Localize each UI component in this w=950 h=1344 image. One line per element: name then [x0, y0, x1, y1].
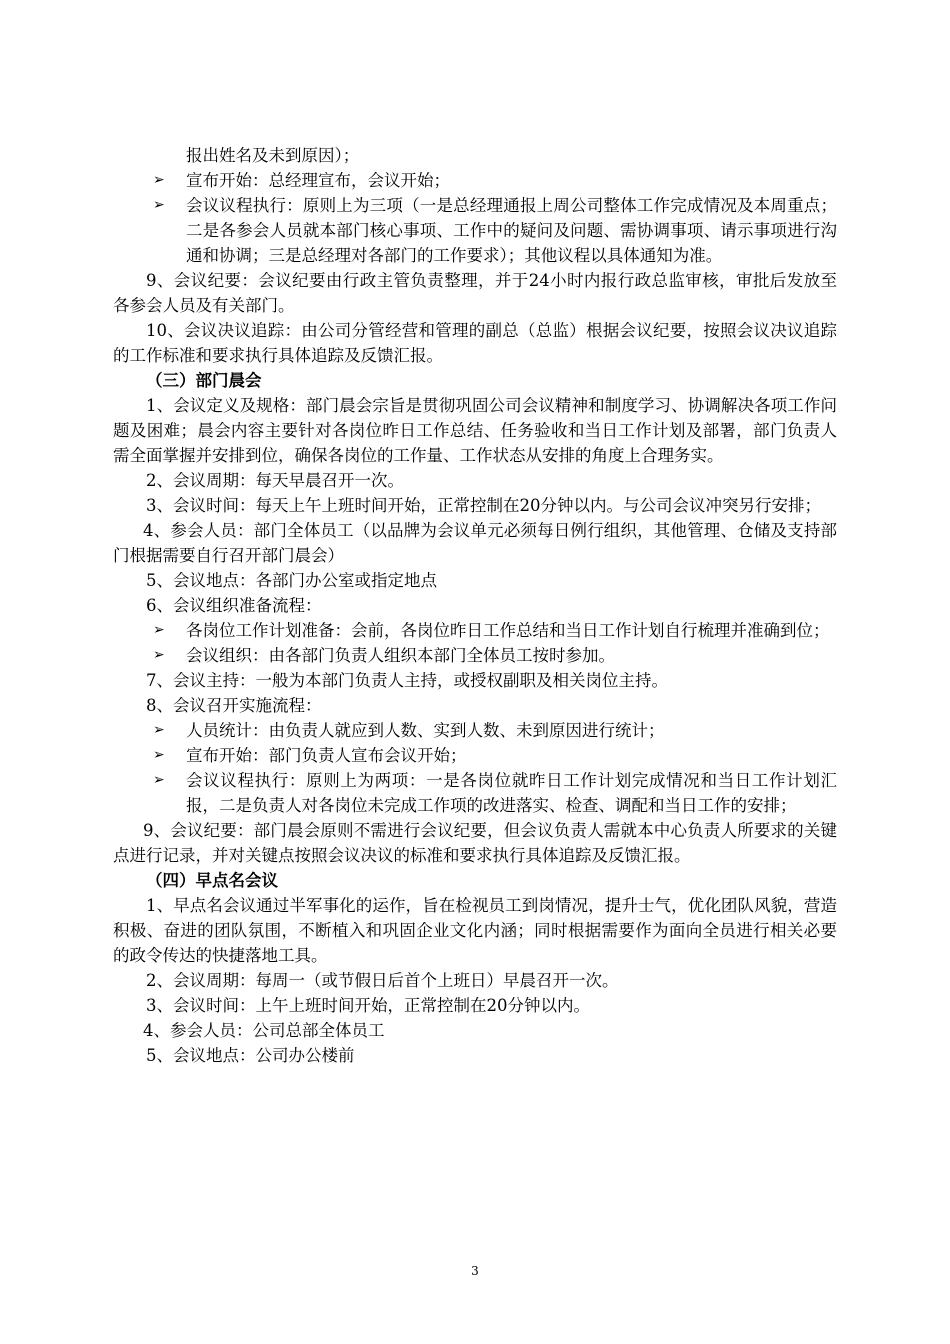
paragraph-item: 2、会议周期：每周一（或节假日后首个上班日）早晨召开一次。: [146, 971, 619, 990]
paragraph-item: 5、会议地点：公司办公楼前: [146, 1046, 355, 1065]
paragraph-item: 7、会议主持：一般为本部门负责人主持，或授权副职及相关岗位主持。: [146, 671, 668, 690]
section-heading: （三）部门晨会: [146, 371, 262, 390]
bullet-item: ➢ 各岗位工作计划准备：会前，各岗位昨日工作总结和当日工作计划自行梳理并准确到位；: [113, 618, 837, 643]
paragraph-item: 6、会议组织准备流程：: [146, 596, 322, 615]
bullet-item: ➢ 宣布开始：部门负责人宣布会议开始；: [113, 743, 837, 768]
page-number: 3: [471, 1264, 479, 1278]
continuation-text: 报出姓名及未到原因）；: [186, 146, 360, 165]
paragraph-item: 1、早点名会议通过半军事化的运作，旨在检视员工到岗情况，提升士气，优化团队风貌，营造积极、奋进的团队氛围，不断植入和巩固企业文化内涵；同时根据需要作为面向全员进行相关必要的政令传达的快捷落地工具。: [113, 896, 837, 965]
paragraph-item: 1、会议定义及规格：部门晨会宗旨是贯彻巩固公司会议精神和制度学习、协调解决各项工作问题及困难；晨会内容主要针对各岗位昨日工作总结、任务验收和当日工作计划及部署，部门负责人需全面掌握并安排到位，确保各岗位的工作量、工作状态从安排的角度上合理务实。: [113, 396, 837, 465]
bullet-item: ➢ 会议议程执行：原则上为两项：一是各岗位就昨日工作计划完成情况和当日工作计划汇报，二是负责人对各岗位未完成工作项的改进落实、检查、调配和当日工作的安排；: [113, 768, 837, 818]
paragraph-item: 9、会议纪要：会议纪要由行政主管负责整理，并于24小时内报行政总监审核，审批后发放至各参会人员及有关部门。: [113, 271, 837, 315]
paragraph-item: 10、会议决议追踪：由公司分管经营和管理的副总（总监）根据会议纪要，按照会议决议追踪的工作标准和要求执行具体追踪及反馈汇报。: [113, 321, 837, 365]
bullet-item: ➢ 会议议程执行：原则上为三项（一是总经理通报上周公司整体工作完成情况及本周重点；二是各参会人员就本部门核心事项、工作中的疑问及问题、需协调事项、请示事项进行沟通和协调；三是总经理对各部门的工作要求）；其他议程以具体通知为准。: [113, 193, 837, 268]
bullet-item: ➢ 会议组织：由各部门负责人组织本部门全体员工按时参加。: [113, 643, 837, 668]
paragraph-item: 3、会议时间：每天上午上班时间开始，正常控制在20分钟以内。与公司会议冲突另行安排；: [146, 496, 821, 515]
bullet-item: ➢ 宣布开始：总经理宣布，会议开始；: [113, 168, 837, 193]
paragraph-item: 4、参会人员：部门全体员工（以品牌为会议单元必须每日例行组织，其他管理、仓储及支持部门根据需要自行召开部门晨会）: [113, 521, 837, 565]
bullet-continuation: [113, 143, 837, 168]
document-body: [113, 143, 837, 1068]
arrow-bullet-icon: ➢: [153, 747, 165, 763]
paragraph-item: 3、会议时间：上午上班时间开始，正常控制在20分钟以内。: [146, 996, 590, 1015]
arrow-bullet-icon: ➢: [153, 647, 165, 663]
arrow-bullet-icon: ➢: [153, 172, 165, 188]
section-heading: （四）早点名会议: [146, 871, 278, 890]
paragraph-item: 8、会议召开实施流程：: [146, 696, 322, 715]
arrow-bullet-icon: ➢: [153, 722, 165, 738]
paragraph-item: 5、会议地点：各部门办公室或指定地点: [146, 571, 437, 590]
arrow-bullet-icon: ➢: [153, 772, 165, 788]
bullet-item: ➢ 人员统计：由负责人就应到人数、实到人数、未到原因进行统计；: [113, 718, 837, 743]
arrow-bullet-icon: ➢: [153, 622, 165, 638]
paragraph-item: 9、会议纪要：部门晨会原则不需进行会议纪要，但会议负责人需就本中心负责人所要求的关键点进行记录，并对关键点按照会议决议的标准和要求执行具体追踪及反馈汇报。: [113, 821, 837, 865]
arrow-bullet-icon: ➢: [153, 197, 165, 213]
paragraph-item: 4、参会人员：公司总部全体员工: [143, 1021, 385, 1040]
paragraph-item: 2、会议周期：每天早晨召开一次。: [146, 471, 404, 490]
